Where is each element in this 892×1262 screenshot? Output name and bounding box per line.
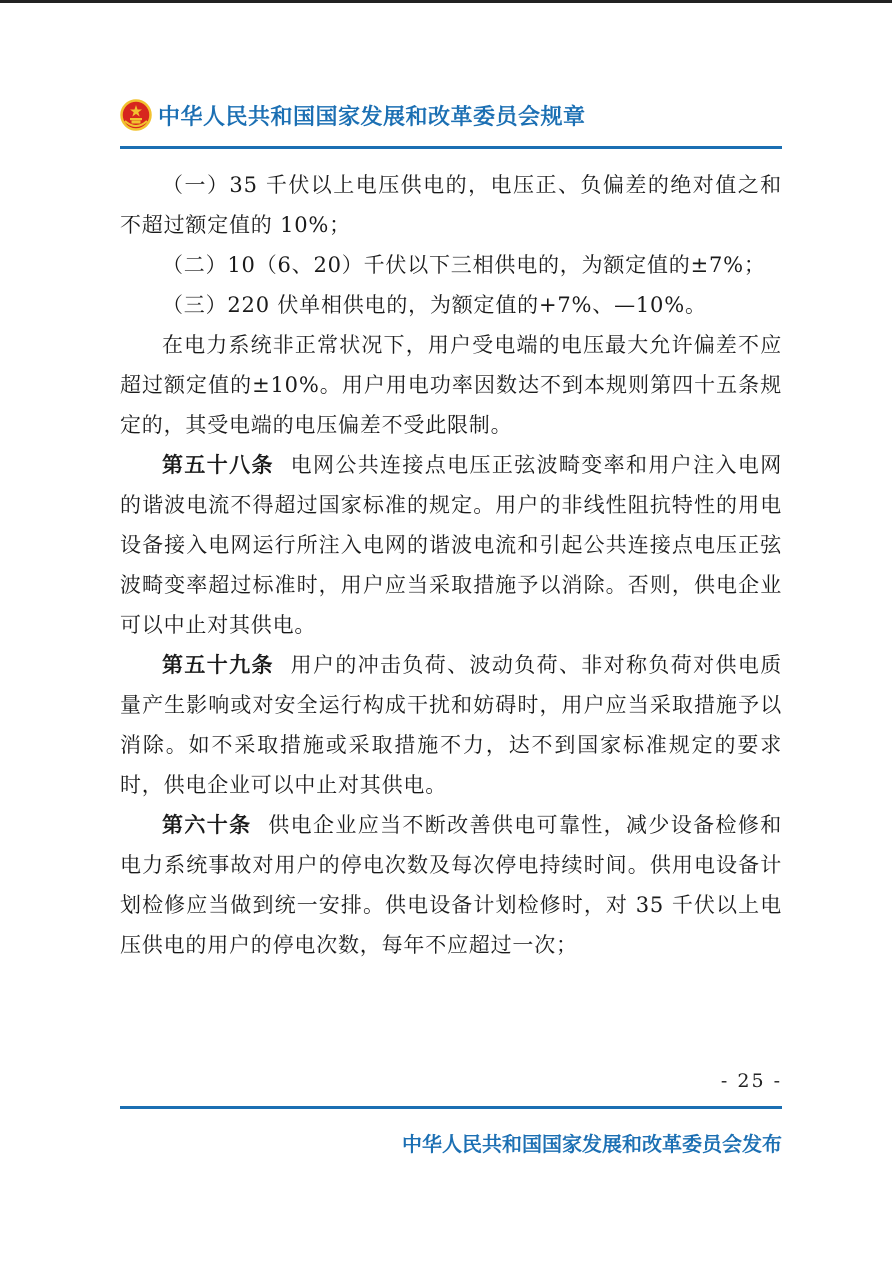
- paragraph: （一）35 千伏以上电压供电的，电压正、负偏差的绝对值之和不超过额定值的 10%；: [120, 173, 782, 237]
- article-60: [120, 805, 782, 965]
- article-58: [120, 445, 782, 645]
- header-divider: [120, 146, 782, 149]
- article-text: 电网公共连接点电压正弦波畸变率和用户注入电网的谐波电流不得超过国家标准的规定。用户的非线性阻抗特性的用电设备接入电网运行所注入电网的谐波电流和引起公共连接点电压正弦波畸变率超过标准时，用户应当采取措施予以消除。否则，供电企业可以中止对其供电。: [120, 453, 782, 637]
- national-emblem-icon: [120, 99, 152, 131]
- page-header: [120, 95, 782, 135]
- article-title: 第六十条: [162, 813, 252, 837]
- header-title: 中华人民共和国国家发展和改革委员会规章: [158, 104, 586, 130]
- paragraph: 在电力系统非正常状况下，用户受电端的电压最大允许偏差不应超过额定值的±10%。用户用电功率因数达不到本规则第四十五条规定的，其受电端的电压偏差不受此限制。: [120, 333, 782, 437]
- page-number: - 25 -: [720, 1070, 782, 1092]
- article-59: [120, 645, 782, 805]
- paragraph: （二）10（6、20）千伏以下三相供电的，为额定值的±7%；: [162, 253, 766, 277]
- document-body: [120, 165, 782, 965]
- paragraph: （三）220 伏单相供电的，为额定值的+7%、—10%。: [162, 293, 707, 317]
- article-title: 第五十九条: [162, 653, 274, 677]
- footer-divider: [120, 1106, 782, 1109]
- top-border: [0, 0, 892, 3]
- article-title: 第五十八条: [162, 453, 274, 477]
- footer-publisher: 中华人民共和国国家发展和改革委员会发布: [402, 1132, 782, 1156]
- article-text: 用户的冲击负荷、波动负荷、非对称负荷对供电质量产生影响或对安全运行构成干扰和妨碍时，用户应当采取措施予以消除。如不采取措施或采取措施不力，达不到国家标准规定的要求时，供电企业可以中止对其供电。: [120, 653, 782, 797]
- article-text: 供电企业应当不断改善供电可靠性，减少设备检修和电力系统事故对用户的停电次数及每次停电持续时间。供用电设备计划检修应当做到统一安排。供电设备计划检修时，对 35 千伏以上电压供电的用户的停电次数，每年不应超过一次；: [120, 813, 782, 957]
